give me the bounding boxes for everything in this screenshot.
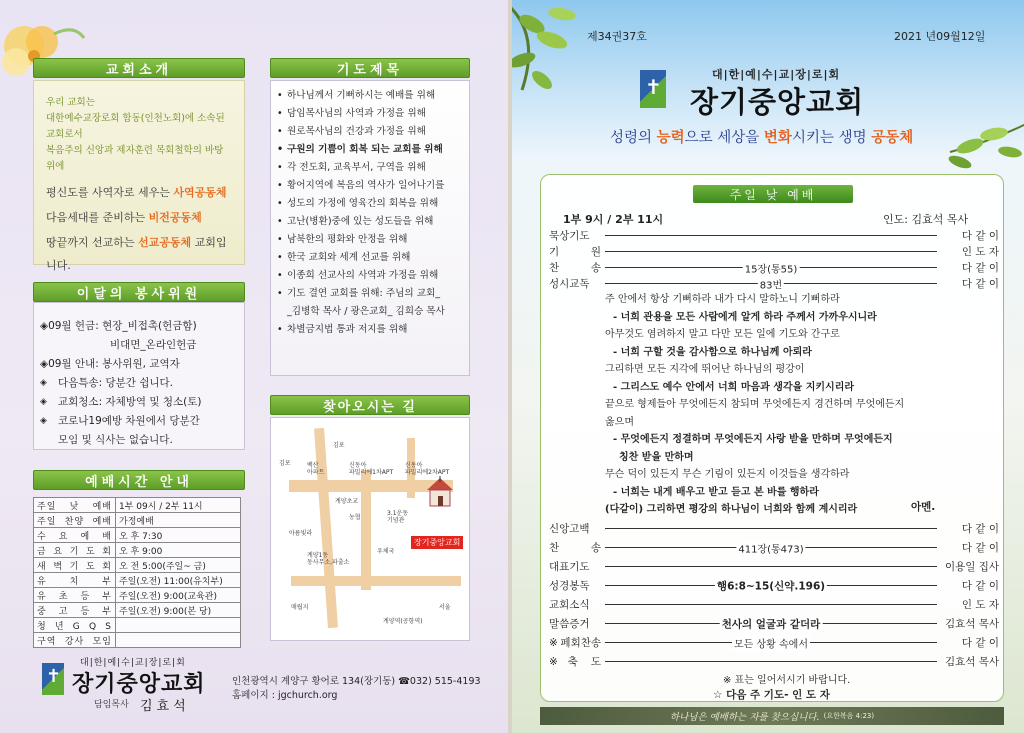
intro-panel [33, 80, 245, 272]
time-key: 주일 낮 예배 [34, 498, 116, 513]
responsive-reading [605, 291, 985, 519]
order-label: 성경봉독 [549, 580, 590, 592]
service-title: 이달의 봉사위원 [33, 282, 245, 302]
map-church-label: 장기중앙교회 [411, 536, 463, 549]
time-row [34, 558, 241, 573]
leaves-decoration-icon [512, 0, 622, 110]
time-row [34, 588, 241, 603]
order-label: 대표기도 [549, 561, 590, 573]
right-page [512, 0, 1024, 733]
map-label-seoul: 서울 [439, 604, 451, 611]
order-row [549, 576, 999, 595]
prayer-item: • 기도 결연 교회를 위해: 주님의 교회_ [277, 288, 441, 299]
map-label-baeksan: 백산 아파트 [307, 462, 325, 476]
order-list-bottom [549, 519, 999, 671]
map-label-arumbit: 아름빛라 [289, 530, 313, 537]
next-prayer: ☆ 다음 주 기도- 인 도 자 [713, 689, 830, 701]
prayer-item: • 황어지역에 복음의 역사가 일어나기를 [277, 180, 445, 191]
order-row [549, 275, 999, 291]
intro-title: 교회소개 [33, 58, 245, 78]
time-value: 1부 09시 / 2부 11시 [116, 498, 241, 513]
order-row [549, 614, 999, 633]
order-person: 다 같 이 [961, 580, 999, 592]
reading-line: 무슨 덕이 있든지 무슨 기림이 있든지 이것들을 생각하라 [605, 469, 850, 480]
time-row [34, 633, 241, 648]
order-person: 다 같 이 [961, 277, 999, 290]
map-road [314, 428, 338, 628]
prayer-item: • 구원의 기쁨이 회복 되는 교회를 위해 [277, 144, 443, 155]
order-row [549, 538, 999, 557]
map-label-memorial: 3.1운동 기념관 [387, 510, 409, 524]
time-value [116, 618, 241, 633]
time-key: 수 요 예 배 [34, 528, 116, 543]
order-person: 다 같 이 [961, 542, 999, 554]
left-church-name: 장기중앙교회 [72, 672, 206, 697]
order-detail: 행6:8~15(신약.196) [716, 580, 826, 593]
reading-line: - 너희는 내게 배우고 받고 듣고 본 바를 행하라 [613, 486, 819, 498]
right-denomination: 대|한|예|수|교|장|로|회 [712, 68, 841, 81]
order-label: 교회소식 [549, 599, 590, 611]
map-label-sindong2: 신동아 파밀리에2차APT [405, 462, 450, 476]
order-detail: 83번 [758, 276, 784, 291]
service-item: ◈ 교회청소: 자체방역 및 청소(토) [40, 396, 202, 408]
map-label-gimpo-top: 김포 [333, 442, 345, 449]
service-item: ◈ 다음특송: 당분간 쉽니다. [40, 377, 173, 389]
worship-time-table [33, 497, 241, 648]
order-row [549, 633, 999, 652]
time-key: 유 초 등 부 [34, 588, 116, 603]
time-key: 금 요 기 도 회 [34, 543, 116, 558]
prayer-panel [270, 80, 470, 376]
order-detail: 천사의 얼굴과 같더라 [721, 618, 821, 631]
intro-line: 평신도를 사역자로 세우는 사역공동체 [46, 186, 227, 199]
order-label: 묵상기도 [549, 229, 590, 242]
bulletin-date: 2021 년09월12일 [894, 30, 986, 43]
order-detail: 15장(통55) [743, 260, 800, 275]
time-value: 오 후 7:30 [116, 528, 241, 543]
order-row [549, 652, 999, 671]
prayer-item: • 성도의 가정에 영육간의 회복을 위해 [277, 198, 439, 209]
time-key: 유 치 부 [34, 573, 116, 588]
service-leader: 인도: 김효석 목사 [883, 213, 969, 226]
reading-line: (다같이) 그리하면 평강의 하나님이 너희와 함께 계시리라 [605, 504, 858, 515]
left-church-logo [40, 655, 230, 715]
order-label: 찬 송 [549, 261, 601, 274]
order-person: 다 같 이 [961, 261, 999, 274]
order-label: 기 원 [549, 245, 601, 258]
prayer-item: _김병학 목사 / 광은교회_ 김희승 목사 [287, 306, 445, 317]
time-row [34, 513, 241, 528]
intro-small-line: 우리 교회는 [46, 97, 95, 108]
time-value: 오 후 9:00 [116, 543, 241, 558]
time-row [34, 573, 241, 588]
reading-line: - 무엇에든지 정결하며 무엇에든지 사랑 받을 만하며 무엇에든지 [613, 434, 893, 445]
reading-line: 옳으며 [605, 416, 634, 428]
reading-line: - 너희 관용을 모든 사람에게 알게 하라 주께서 가까우시니라 [613, 311, 877, 323]
map-label-sindong1: 신동아 파밀리에1차APT [349, 462, 394, 476]
reading-line: - 그리스도 예수 안에서 너희 마음과 생각을 지키시리라 [613, 381, 855, 393]
map-label-gyeyang1: 계양1동 동사무소,파출소 [307, 552, 350, 566]
service-time: 1부 9시 / 2부 11시 [563, 213, 664, 226]
reading-line: 주 안에서 항상 기뻐하라 내가 다시 말하노니 기뻐하라 [605, 294, 840, 305]
standing-note: ※ 표는 일어서시기 바랍니다. [723, 675, 851, 686]
prayer-item: • 고난(병환)중에 있는 성도들을 위해 [277, 216, 434, 227]
time-row [34, 543, 241, 558]
time-key: 구역 강사 모임 [34, 633, 116, 648]
reading-line: 칭찬 받을 만하며 [619, 451, 694, 463]
order-person: 인 도 자 [961, 245, 999, 258]
reading-line: 그리하면 모든 지각에 뛰어난 하나님의 평강이 [605, 364, 805, 375]
time-row [34, 618, 241, 633]
order-label: 말씀증거 [549, 618, 590, 630]
pastor-name: 김효석 [140, 699, 190, 714]
church-cross-logo-icon [640, 70, 666, 108]
time-value: 주일(오전) 9:00(교육관) [116, 588, 241, 603]
map-label-post: 우체국 [377, 548, 395, 555]
time-row [34, 498, 241, 513]
footer-verse: 하나님은 예배하는 자를 찾으십니다. [669, 712, 820, 723]
map-label-gimpo-left: 김포 [279, 460, 291, 467]
reading-line: 아무것도 염려하지 말고 다만 모든 일에 기도와 간구로 [605, 329, 840, 340]
order-row [549, 595, 999, 614]
intro-line: 다음세대를 준비하는 비전공동체 [46, 211, 202, 224]
leaves-decoration-icon [930, 112, 1024, 182]
order-row [549, 259, 999, 275]
intro-line: 땅끝까지 선교하는 선교공동체 교회입니다. [46, 236, 227, 272]
time-value [116, 633, 241, 648]
order-label: 성시교독 [549, 277, 590, 290]
time-value: 주일(오전) 9:00(본 당) [116, 603, 241, 618]
times-title: 예배시간 안내 [33, 470, 245, 490]
reading-line: - 너희 구할 것을 감사함으로 하나님께 아뢰라 [613, 346, 812, 358]
prayer-item: • 각 전도회, 교육부서, 구역을 위해 [277, 162, 426, 173]
map-label-school: 계양초교 [335, 498, 359, 505]
map-label-nonghyup: 농협 [349, 514, 361, 521]
order-row [549, 557, 999, 576]
service-panel [33, 302, 245, 450]
service-item: ◈ 코로나19예방 차원에서 당분간 [40, 415, 200, 427]
order-person: 이용일 집사 [944, 561, 999, 573]
order-row [549, 243, 999, 259]
order-person: 김효석 목사 [944, 656, 999, 668]
map-label-maerip: 매립지 [291, 604, 309, 611]
church-homepage: 홈페이지 : jgchurch.org [232, 690, 338, 701]
prayer-title: 기도제목 [270, 58, 470, 78]
time-value: 가정예배 [116, 513, 241, 528]
prayer-item: • 한국 교회와 세계 선교를 위해 [277, 252, 411, 263]
amen-text: 아멘. [911, 501, 936, 513]
order-detail: 모든 상황 속에서 [732, 636, 810, 651]
church-address: 인천광역시 계양구 황어로 134(장기동) ☎032) 515-4193 홈페이지 : jgchurch.org [232, 676, 481, 701]
directions-map [270, 417, 470, 641]
offering-line-2: 비대면_온라인헌금 [110, 339, 197, 351]
prayer-item: • 원로목사님의 건강과 가정을 위해 [277, 126, 426, 137]
order-person: 다 같 이 [961, 523, 999, 535]
church-cross-logo-icon [42, 663, 64, 695]
time-key: 청 년 G Q S [34, 618, 116, 633]
map-label-station: 계양역(공항역) [383, 618, 423, 625]
right-church-name: 장기중앙교회 [690, 85, 865, 119]
order-person: 다 같 이 [961, 229, 999, 242]
church-building-icon [423, 476, 457, 510]
prayer-item: • 담임목사님의 사역과 가정을 위해 [277, 108, 426, 119]
order-person: 김효석 목사 [944, 618, 999, 630]
order-row [549, 227, 999, 243]
order-label: ※축 도 [549, 656, 601, 668]
left-denomination: 대|한|예|수|교|장|로|회 [80, 658, 186, 668]
footer-verse-ref: (요한복음 4:23) [823, 712, 875, 720]
order-person: 인 도 자 [961, 599, 999, 611]
pastor-label: 담임목사 [94, 700, 129, 710]
left-page [0, 0, 508, 733]
service-item-cont: 모임 및 식사는 없습니다. [58, 434, 173, 446]
prayer-item: • 이종희 선교사의 사역과 가정을 위해 [277, 270, 439, 281]
order-list-top [549, 227, 999, 291]
map-road [291, 576, 461, 586]
prayer-item: • 차별금지법 통과 저지를 위해 [277, 324, 408, 335]
time-row [34, 528, 241, 543]
order-row [549, 519, 999, 538]
map-title: 찾아오시는 길 [270, 395, 470, 415]
order-label: 찬 송 [549, 542, 601, 554]
worship-order-title: 주일 낮 예배 [693, 185, 853, 203]
prayer-item: • 하나님께서 기뻐하시는 예배를 위해 [277, 90, 436, 101]
order-label: ※페회찬송 [549, 637, 601, 649]
guide-line: ◈09월 안내: 봉사위원, 교역자 [40, 358, 180, 370]
reading-line: 끝으로 형제들아 무엇에든지 참되며 무엇에든지 경건하며 무엇에든지 [605, 399, 905, 410]
time-key: 중 고 등 부 [34, 603, 116, 618]
intro-small-line: 대한예수교장로회 합동(인천노회)에 소속된 교회로서 [46, 113, 225, 140]
time-key: 새 벽 기 도 회 [34, 558, 116, 573]
map-road [361, 470, 371, 590]
prayer-item: • 남북한의 평화와 안정을 위해 [277, 234, 408, 245]
issue-number: 제34권37호 [587, 30, 647, 43]
time-row [34, 603, 241, 618]
order-label: 신앙고백 [549, 523, 590, 535]
order-person: 다 같 이 [961, 637, 999, 649]
time-value: 오 전 5:00(주일~ 금) [116, 558, 241, 573]
worship-order-panel [540, 174, 1004, 702]
church-slogan: 성령의 능력으로 세상을 변화시키는 생명 공동체 [610, 130, 914, 146]
time-key: 주일 찬양 예배 [34, 513, 116, 528]
order-detail: 411장(통473) [736, 541, 805, 556]
footer-verse-banner [540, 707, 1004, 725]
offering-line: ◈09월 헌금: 현장_비접촉(헌금함) [40, 320, 197, 332]
time-value: 주일(오전) 11:00(유치부) [116, 573, 241, 588]
intro-small-line: 복음주의 신앙과 제자훈련 목회철학의 바탕위에 [46, 145, 224, 172]
